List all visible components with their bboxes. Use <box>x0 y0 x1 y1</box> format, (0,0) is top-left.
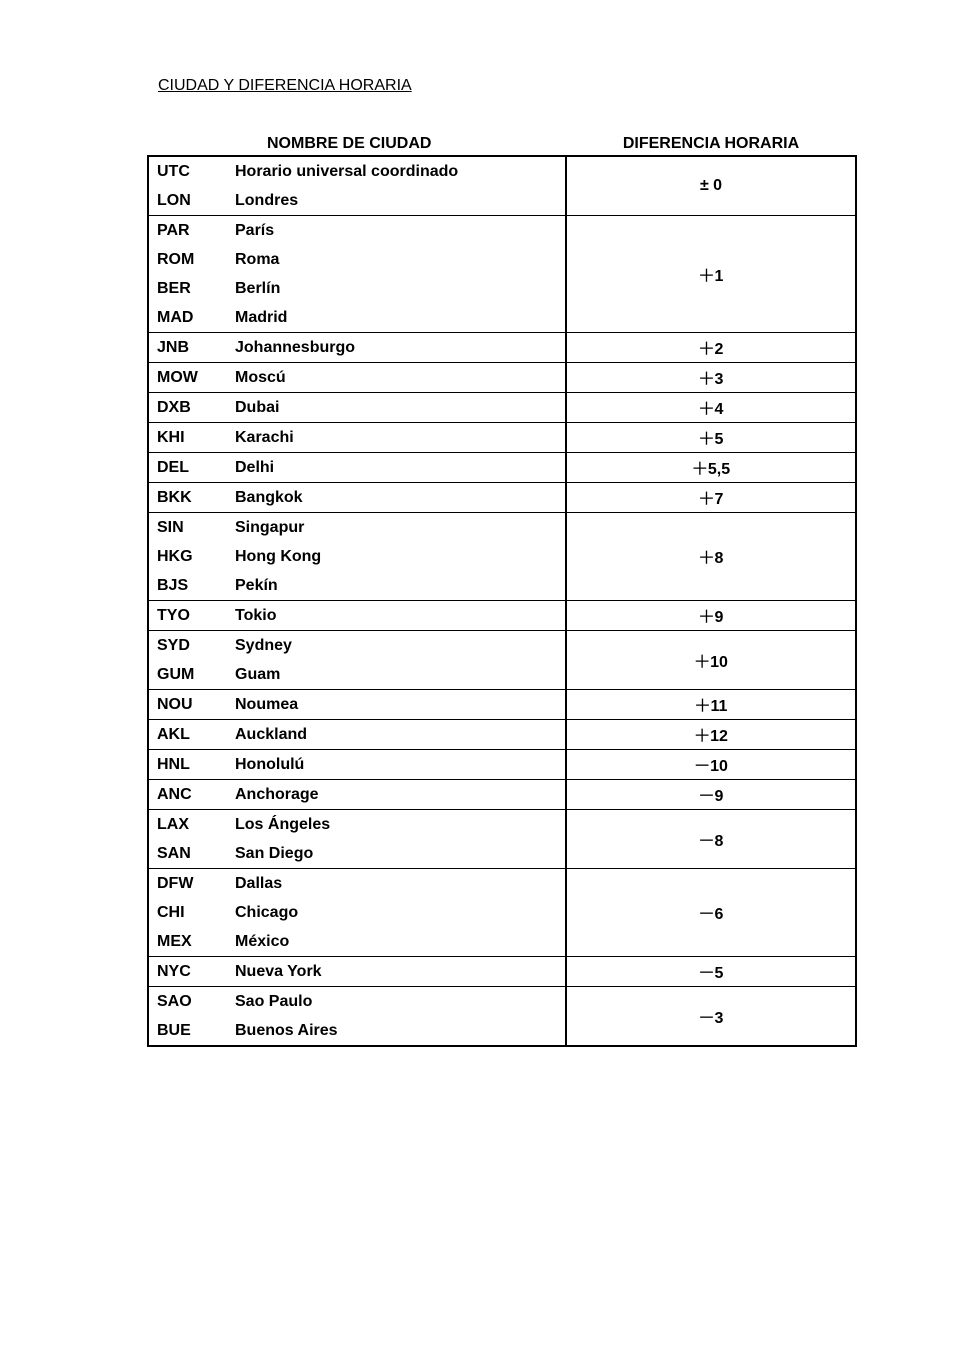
city-code: MOW <box>157 368 198 386</box>
city-code: SAO <box>157 992 192 1010</box>
city-code: HKG <box>157 547 193 565</box>
city-name: Moscú <box>235 368 286 386</box>
table-group <box>149 393 855 423</box>
city-name: Pekín <box>235 576 278 594</box>
table-row <box>149 690 565 719</box>
table-group <box>149 720 855 750</box>
city-name: Horario universal coordinado <box>235 162 459 180</box>
city-list <box>149 453 567 482</box>
city-code: PAR <box>157 221 190 239</box>
table-group <box>149 513 855 601</box>
table-group <box>149 987 855 1045</box>
time-difference: ＋3 <box>698 371 724 388</box>
city-code: NOU <box>157 695 193 713</box>
table-row <box>149 453 565 482</box>
city-code: TYO <box>157 606 190 624</box>
table-row <box>149 720 565 749</box>
table-row <box>149 186 565 215</box>
city-code: AKL <box>157 725 190 743</box>
table-row <box>149 303 565 332</box>
table-row <box>149 513 565 542</box>
time-difference: ＋12 <box>694 728 728 745</box>
city-name: Dallas <box>235 874 283 892</box>
city-list <box>149 483 567 512</box>
table-row <box>149 987 565 1016</box>
table-row <box>149 245 565 274</box>
city-list <box>149 393 567 422</box>
city-code: HNL <box>157 755 190 773</box>
city-name: Tokio <box>235 606 277 624</box>
city-code: NYC <box>157 962 191 980</box>
city-list <box>149 216 567 332</box>
table-group <box>149 453 855 483</box>
table-group <box>149 957 855 987</box>
table-group <box>149 780 855 810</box>
city-list <box>149 363 567 392</box>
city-name: Bangkok <box>235 488 303 506</box>
city-code: LON <box>157 191 191 209</box>
city-name: Chicago <box>235 903 299 921</box>
table-row <box>149 750 565 779</box>
city-code: MEX <box>157 932 192 950</box>
table-row <box>149 1016 565 1045</box>
city-name: Hong Kong <box>235 547 322 565</box>
time-difference: －3 <box>698 1009 724 1027</box>
city-code: DXB <box>157 398 191 416</box>
city-list <box>149 333 567 362</box>
time-difference: －10 <box>694 758 728 775</box>
city-code: MAD <box>157 308 194 326</box>
column-header-time-difference: DIFERENCIA HORARIA <box>622 135 800 152</box>
table-row <box>149 869 565 898</box>
column-header-city: NOMBRE DE CIUDAD <box>267 135 432 152</box>
city-name: Johannesburgo <box>235 338 356 356</box>
city-code: UTC <box>157 162 190 180</box>
time-difference: ± 0 <box>699 177 723 194</box>
city-code: LAX <box>157 815 189 833</box>
city-code: ANC <box>157 785 192 803</box>
city-code: CHI <box>157 903 185 921</box>
city-list <box>149 987 567 1045</box>
table-row <box>149 393 565 422</box>
city-name: Madrid <box>235 308 288 326</box>
city-code: ROM <box>157 250 195 268</box>
table-group <box>149 750 855 780</box>
city-list <box>149 423 567 452</box>
time-difference: ＋5 <box>698 431 724 448</box>
table-group <box>149 333 855 363</box>
time-difference: ＋4 <box>698 401 724 418</box>
table-group <box>149 483 855 513</box>
time-difference: ＋9 <box>698 609 724 626</box>
table-group <box>149 157 855 216</box>
city-name: Guam <box>235 665 281 683</box>
table-row <box>149 631 565 660</box>
table-group <box>149 423 855 453</box>
table-group <box>149 810 855 869</box>
table-group <box>149 216 855 333</box>
time-difference: －9 <box>698 788 724 805</box>
city-name: París <box>235 221 275 239</box>
city-name: Auckland <box>235 725 308 743</box>
time-difference: －8 <box>698 832 724 850</box>
city-name: Karachi <box>235 428 294 446</box>
table-group <box>149 690 855 720</box>
time-difference: ＋8 <box>698 550 724 567</box>
city-code: DFW <box>157 874 194 892</box>
table-row <box>149 542 565 571</box>
city-list <box>149 720 567 749</box>
table-row <box>149 363 565 392</box>
table-row <box>149 780 565 809</box>
city-name: Delhi <box>235 458 275 476</box>
table-row <box>149 216 565 245</box>
city-list <box>149 601 567 630</box>
city-name: Singapur <box>235 518 305 536</box>
city-name: México <box>235 932 290 950</box>
time-difference: ＋10 <box>694 653 728 671</box>
time-difference: ＋1 <box>698 267 724 285</box>
table-row <box>149 157 565 186</box>
table-group <box>149 631 855 690</box>
city-code: BER <box>157 279 191 297</box>
city-list <box>149 780 567 809</box>
city-name: Anchorage <box>235 785 319 803</box>
time-difference: ＋5,5 <box>691 461 731 478</box>
table-row <box>149 660 565 689</box>
city-name: Buenos Aires <box>235 1021 338 1039</box>
city-name: Berlín <box>235 279 281 297</box>
table-row <box>149 571 565 600</box>
city-name: Noumea <box>235 695 299 713</box>
city-name: Honolulú <box>235 755 305 773</box>
city-code: BKK <box>157 488 192 506</box>
time-zone-table <box>147 155 857 1047</box>
time-difference: ＋11 <box>694 698 728 715</box>
city-code: DEL <box>157 458 189 476</box>
city-list <box>149 810 567 868</box>
city-code: KHI <box>157 428 185 446</box>
document-title: CIUDAD Y DIFERENCIA HORARIA <box>158 77 412 94</box>
time-difference: ＋2 <box>698 341 724 358</box>
table-row <box>149 423 565 452</box>
table-group <box>149 601 855 631</box>
table-group <box>149 363 855 393</box>
city-code: GUM <box>157 665 195 683</box>
city-name: Sao Paulo <box>235 992 313 1010</box>
city-code: SAN <box>157 844 191 862</box>
city-code: SIN <box>157 518 184 536</box>
time-difference: －5 <box>698 965 724 982</box>
city-list <box>149 690 567 719</box>
city-list <box>149 869 567 956</box>
city-name: Sydney <box>235 636 292 654</box>
time-difference: ＋7 <box>698 491 724 508</box>
city-list <box>149 157 567 215</box>
city-name: Dubai <box>235 398 280 416</box>
table-row <box>149 839 565 868</box>
city-name: San Diego <box>235 844 314 862</box>
city-code: JNB <box>157 338 190 356</box>
city-name: Nueva York <box>235 962 322 980</box>
table-row <box>149 810 565 839</box>
table-row <box>149 601 565 630</box>
city-list <box>149 513 567 600</box>
city-list <box>149 957 567 986</box>
time-difference: －6 <box>698 906 724 923</box>
city-code: BUE <box>157 1021 191 1039</box>
city-code: BJS <box>157 576 189 594</box>
city-name: Londres <box>235 191 299 209</box>
city-list <box>149 750 567 779</box>
table-row <box>149 898 565 927</box>
table-row <box>149 927 565 956</box>
city-name: Roma <box>235 250 280 268</box>
table-row <box>149 274 565 303</box>
city-list <box>149 631 567 689</box>
city-code: SYD <box>157 636 190 654</box>
city-name: Los Ángeles <box>235 815 331 833</box>
table-group <box>149 869 855 957</box>
table-row <box>149 483 565 512</box>
table-row <box>149 957 565 986</box>
table-row <box>149 333 565 362</box>
